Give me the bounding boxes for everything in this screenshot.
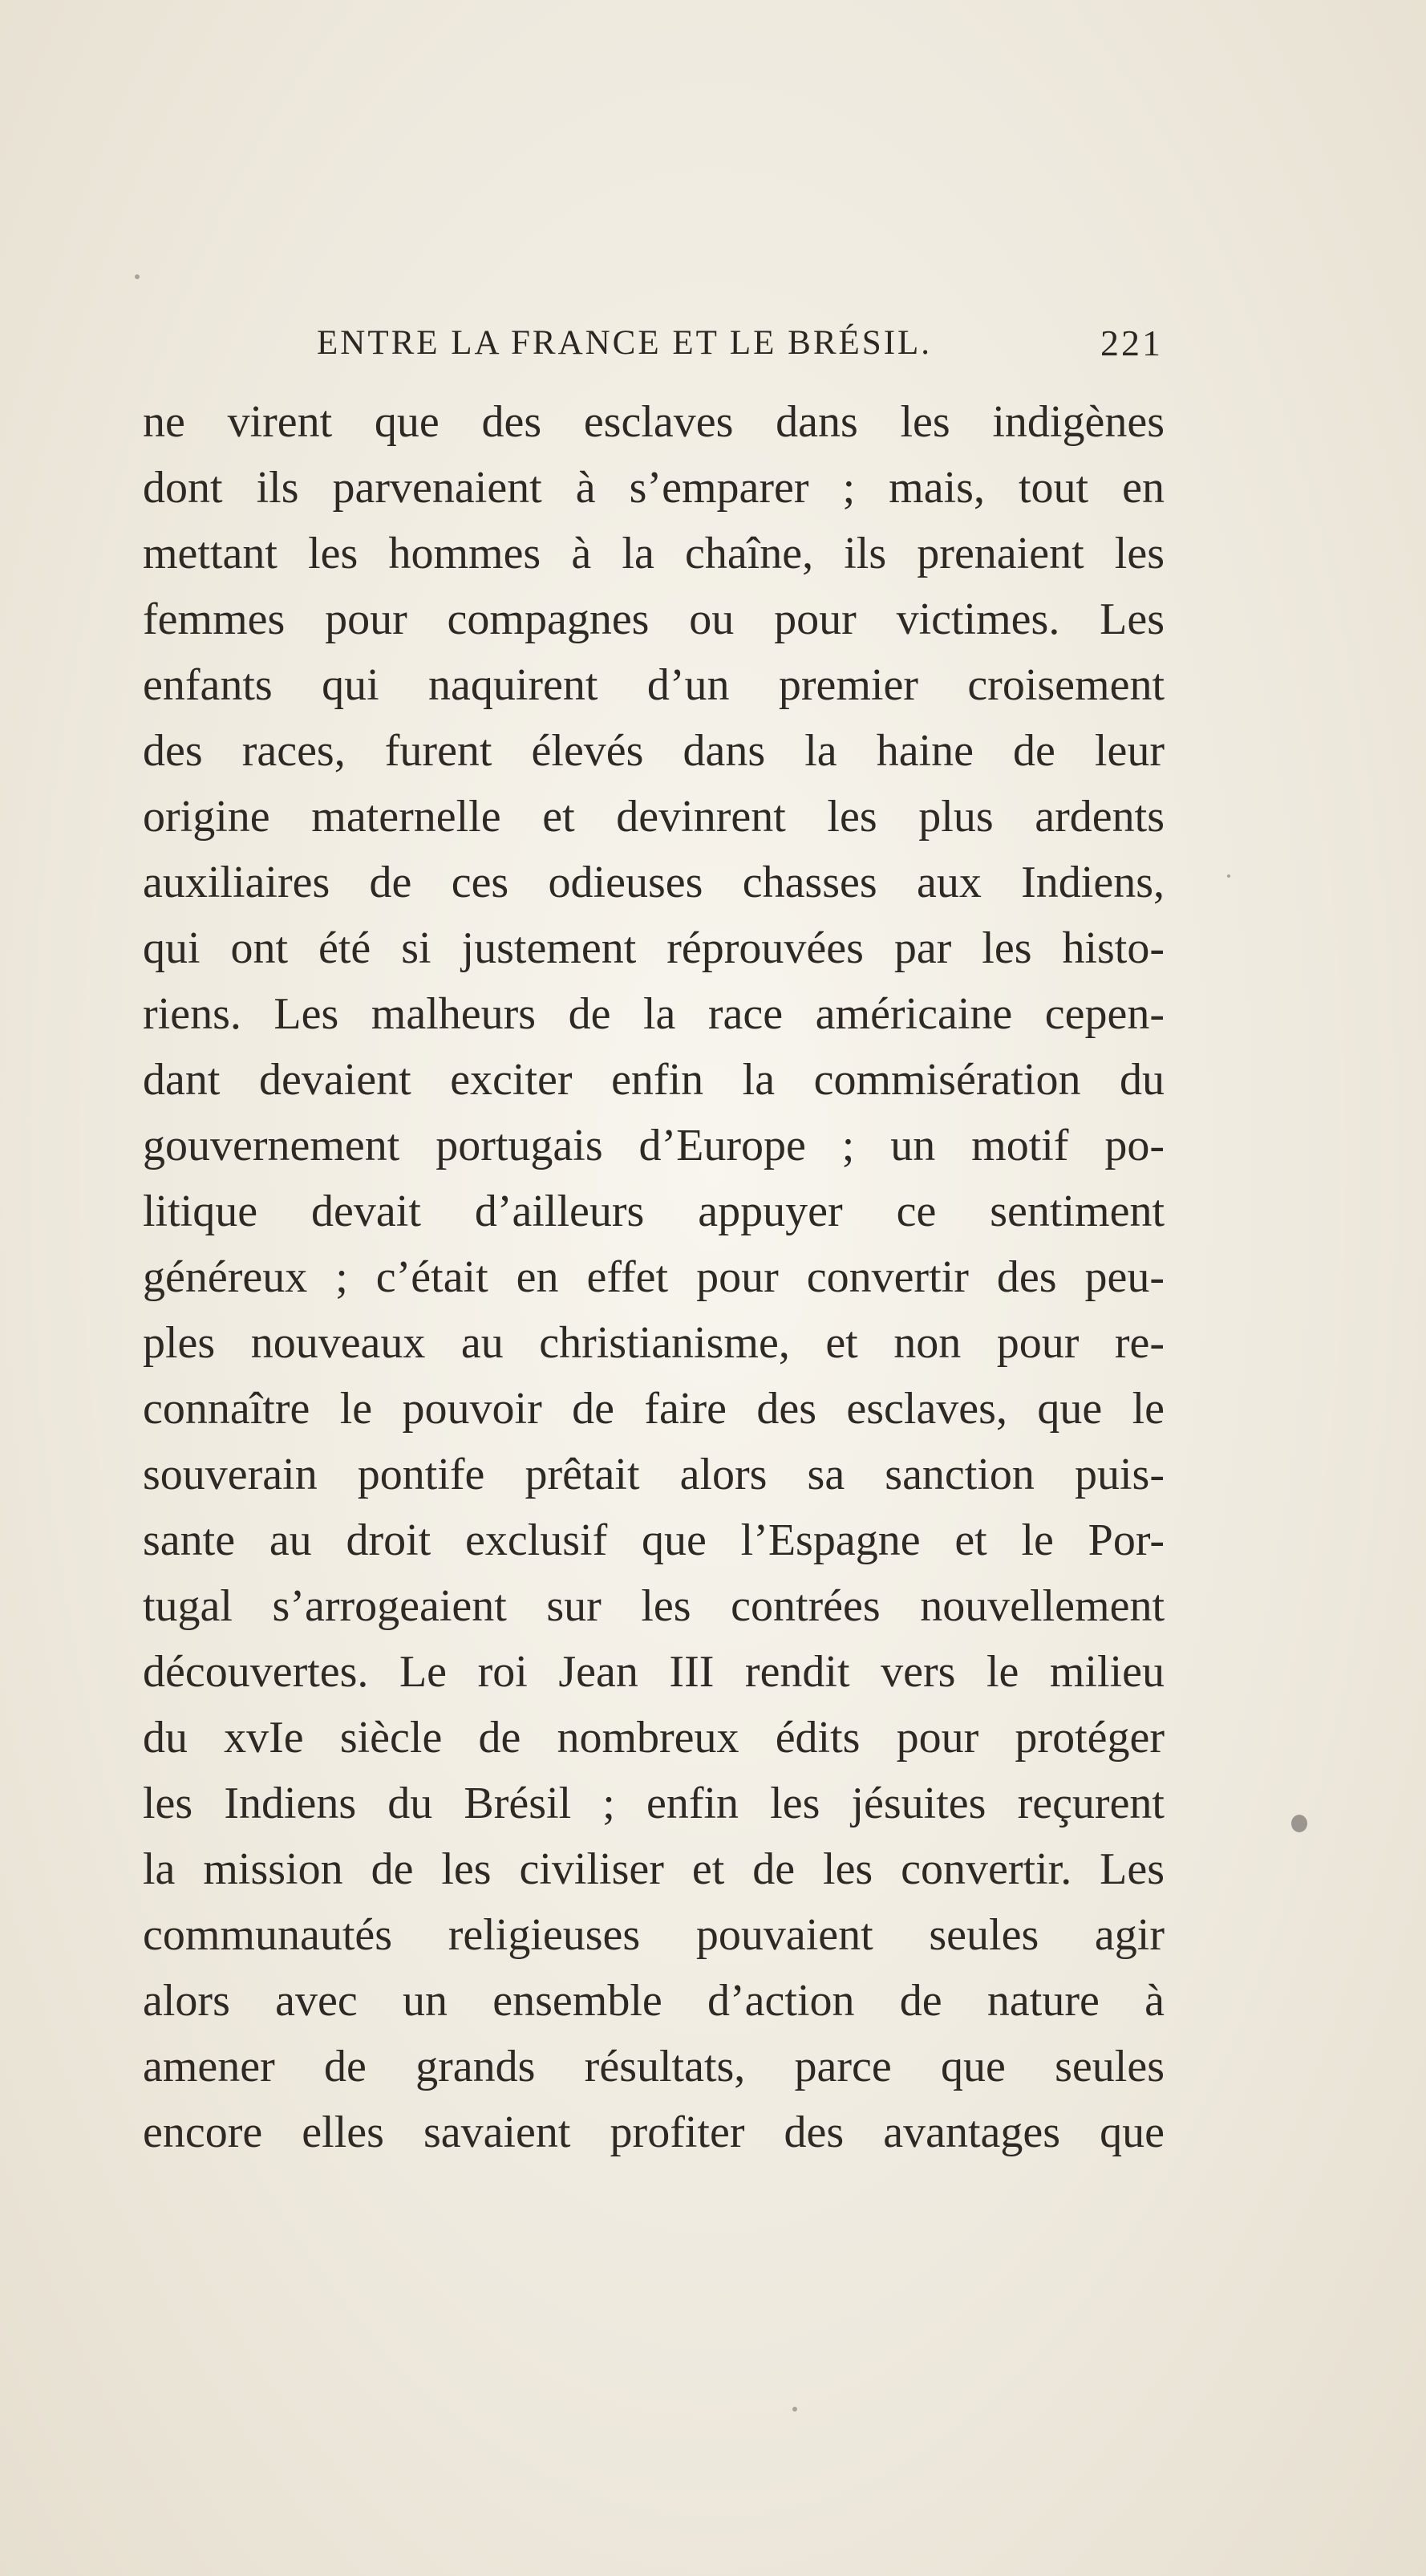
text-line: des races, furent élevés dans la haine de leur: [143, 726, 1165, 776]
text-line: enfants qui naquirent d’un premier croisement: [143, 660, 1165, 710]
text-line: auxiliaires de ces odieuses chasses aux Indiens,: [143, 858, 1165, 907]
text-line: connaître le pouvoir de faire des esclaves, que le: [143, 1384, 1165, 1434]
text-line: souverain pontife prêtait alors sa sanction puis-: [143, 1450, 1165, 1499]
text-line: découvertes. Le roi Jean III rendit vers le milieu: [143, 1647, 1165, 1697]
text-line: communautés religieuses pouvaient seules agir: [143, 1910, 1165, 1960]
text-line: ne virent que des esclaves dans les indigènes: [143, 397, 1165, 447]
text-line: origine maternelle et devinrent les plus ardents: [143, 792, 1165, 842]
page-header: [144, 319, 1163, 367]
text-line: ples nouveaux au christianisme, et non pour re-: [143, 1318, 1165, 1368]
page-number: 221: [1100, 323, 1163, 363]
text-line: sante au droit exclusif que l’Espagne et le Por-: [143, 1515, 1165, 1565]
text-line: dant devaient exciter enfin la commisération du: [143, 1055, 1165, 1105]
text-line: qui ont été si justement réprouvées par les histo-: [143, 923, 1165, 973]
running-head: ENTRE LA FRANCE ET LE BRÉSIL.: [317, 324, 933, 362]
text-line: amener de grands résultats, parce que seules: [143, 2042, 1165, 2091]
text-line: femmes pour compagnes ou pour victimes. Les: [143, 594, 1165, 644]
text-line: la mission de les civiliser et de les convertir. Les: [143, 1844, 1165, 1894]
text-line: mettant les hommes à la chaîne, ils prenaient les: [143, 529, 1165, 578]
paper-speck: [1227, 874, 1230, 878]
text-line: dont ils parvenaient à s’emparer ; mais, tout en: [143, 463, 1165, 513]
body-text: [143, 389, 1165, 2165]
text-line: gouvernement portugais d’Europe ; un motif po-: [143, 1121, 1165, 1170]
text-line: alors avec un ensemble d’action de nature à: [143, 1976, 1165, 2026]
text-line: généreux ; c’était en effet pour convertir des peu-: [143, 1252, 1165, 1302]
paper-speck: [135, 274, 140, 279]
text-line: riens. Les malheurs de la race américaine cepen-: [143, 989, 1165, 1039]
text-line: litique devait d’ailleurs appuyer ce sentiment: [143, 1187, 1165, 1236]
ink-spot: [1291, 1815, 1307, 1832]
text-line: tugal s’arrogeaient sur les contrées nouvellement: [143, 1581, 1165, 1631]
text-line: du xvIe siècle de nombreux édits pour protéger: [143, 1713, 1165, 1763]
text-line: encore elles savaient profiter des avantages que: [143, 2107, 1165, 2157]
paper-speck: [792, 2407, 797, 2412]
text-line: les Indiens du Brésil ; enfin les jésuites reçurent: [143, 1779, 1165, 1828]
